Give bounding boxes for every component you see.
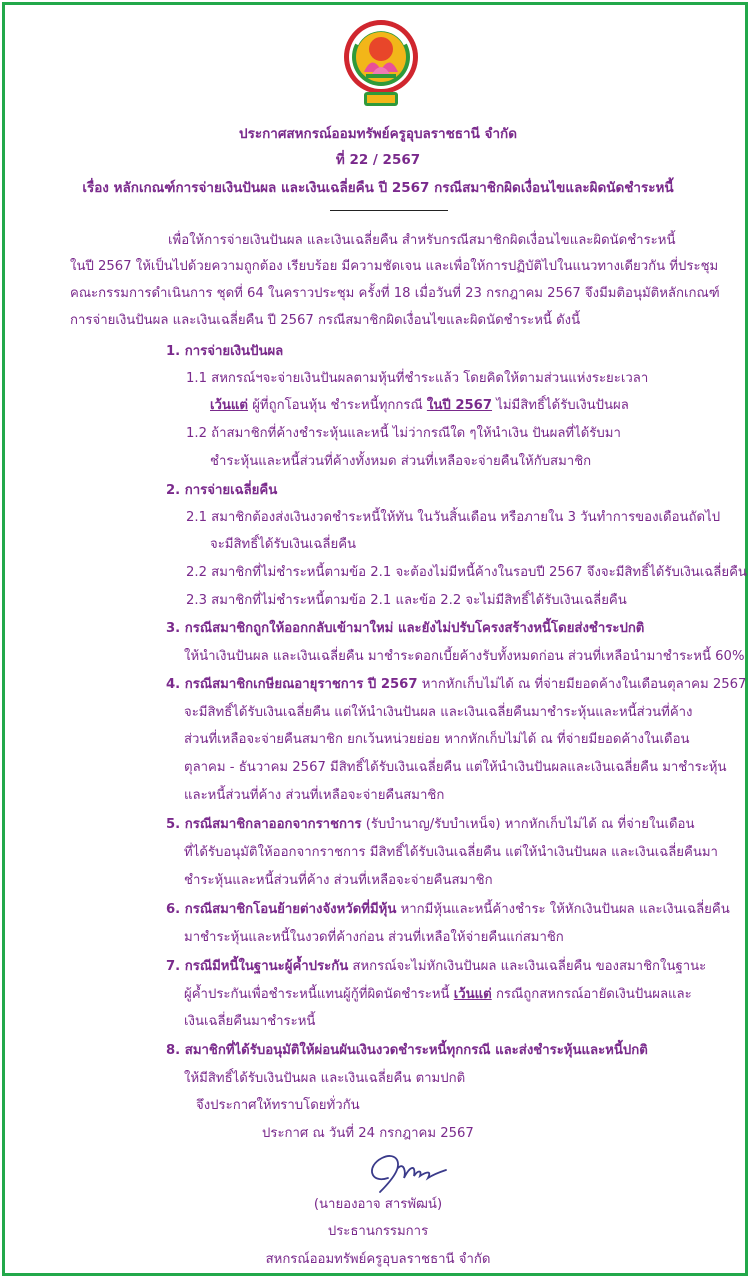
section-2-3-line: 2.3 สมาชิกที่ไม่ชำระหนี้ตามข้อ 2.1 และข้อ 2.2 จะไม่มีสิทธิ์ได้รับเงินเฉลี่ยคืน <box>186 593 627 608</box>
section-5-line: 5. กรณีสมาชิกลาออกจากราชการ (รับบำนาญ/รับบำเหน็จ) หากหักเก็บไม่ได้ ณ ที่จ่ายในเดือน <box>166 817 695 832</box>
section-7-line: เงินเฉลี่ยคืนมาชำระหนี้ <box>184 1014 316 1029</box>
section-1-2-line: ชำระหุ้นและหนี้ส่วนที่ค้างทั้งหมด ส่วนที่เหลือจะจ่ายคืนให้กับสมาชิก <box>210 454 592 469</box>
signer-organization: สหกรณ์ออมทรัพย์ครูอุบลราชธานี จำกัด <box>265 1252 491 1267</box>
section-1-1-line: 1.1 สหกรณ์ฯจะจ่ายเงินปันผลตามหุ้นที่ชำระแล้ว โดยคิดให้ตามส่วนแห่งระยะเวลา <box>186 371 649 386</box>
except-emphasis: เว้นแต่ <box>210 398 248 413</box>
section-4-line: จะมีสิทธิ์ได้รับเงินเฉลี่ยคืน แต่ให้นำเงินปันผล และเงินเฉลี่ยคืนมาชำระหุ้นและหนี้ส่วนที่ค้าง <box>184 705 693 720</box>
signature <box>360 1148 470 1194</box>
section-1-1-line: เว้นแต่ ผู้ที่ถูกโอนหุ้น ชำระหนี้ทุกกรณี ในปี 2567 ไม่มีสิทธิ์ได้รับเงินปันผล <box>210 398 629 413</box>
intro-line: การจ่ายเงินปันผล และเงินเฉลี่ยคืน ปี 2567 กรณีสมาชิกผิดเงื่อนไขและผิดนัดชำระหนี้ ดังนี้ <box>70 313 581 328</box>
section-4-line: และหนี้ส่วนที่ค้าง ส่วนที่เหลือจะจ่ายคืนสมาชิก <box>184 788 445 803</box>
section-5-title: 5. กรณีสมาชิกลาออกจากราชการ <box>166 817 362 832</box>
intro-line: เพื่อให้การจ่ายเงินปันผล และเงินเฉลี่ยคืน สำหรับกรณีสมาชิกผิดเงื่อนไขและผิดนัดชำระหนี้ <box>168 233 676 248</box>
announcement-date: ประกาศ ณ วันที่ 24 กรกฎาคม 2567 <box>262 1126 474 1141</box>
section-1-2-line: 1.2 ถ้าสมาชิกที่ค้างชำระหุ้นและหนี้ ไม่ว่ากรณีใด ๆให้นำเงิน ปันผลที่ได้รับมา <box>186 426 621 441</box>
section-6-title: 6. กรณีสมาชิกโอนย้ายต่างจังหวัดที่มีหุ้น <box>166 902 397 917</box>
section-6-line: มาชำระหุ้นและหนี้ในงวดที่ค้างก่อน ส่วนที่เหลือให้จ่ายคืนแก่สมาชิก <box>184 930 564 945</box>
section-2-title: 2. การจ่ายเฉลี่ยคืน <box>166 483 278 498</box>
announcement-subject: เรื่อง หลักเกณฑ์การจ่ายเงินปันผล และเงินเฉลี่ยคืน ปี 2567 กรณีสมาชิกผิดเงื่อนไขและผิดนัดชำระหนี้ <box>82 180 674 196</box>
except-emphasis: เว้นแต่ <box>453 987 492 1002</box>
announcement-title: ประกาศสหกรณ์ออมทรัพย์ครูอุบลราชธานี จำกัด <box>239 126 517 142</box>
section-7-line: 7. กรณีมีหนี้ในฐานะผู้ค้ำประกัน สหกรณ์จะไม่หักเงินปันผล และเงินเฉลี่ยคืน ของสมาชิกในฐานะ <box>166 959 707 974</box>
title-divider <box>330 210 448 211</box>
section-2-2-line: 2.2 สมาชิกที่ไม่ชำระหนี้ตามข้อ 2.1 จะต้องไม่มีหนี้ค้างในรอบปี 2567 จึงจะมีสิทธิ์ได้รับเงินเฉลี่ยคืน <box>186 565 747 580</box>
year-emphasis: ในปี 2567 <box>426 398 493 413</box>
section-5-line: ที่ได้รับอนุมัติให้ออกจากราชการ มีสิทธิ์ได้รับเงินเฉลี่ยคืน แต่ให้นำเงินปันผล และเงินเฉลี่ยคืนมา <box>184 845 718 860</box>
section-4-title: 4. กรณีสมาชิกเกษียณอายุราชการ ปี 2567 <box>166 677 418 692</box>
section-3-line: ให้นำเงินปันผล และเงินเฉลี่ยคืน มาชำระดอกเบี้ยค้างรับทั้งหมดก่อน ส่วนที่เหลือนำมาชำระหนี้ 60% <box>184 649 745 664</box>
closing-statement: จึงประกาศให้ทราบโดยทั่วกัน <box>196 1098 360 1113</box>
section-7-line: ผู้ค้ำประกันเพื่อชำระหนี้แทนผู้กู้ที่ผิดนัดชำระหนี้ เว้นแต่ กรณีถูกสหกรณ์อายัดเงินปันผลและ <box>184 987 692 1002</box>
announcement-number: ที่ 22 / 2567 <box>335 152 421 168</box>
section-7-title: 7. กรณีมีหนี้ในฐานะผู้ค้ำประกัน <box>166 959 349 974</box>
section-4-line: ตุลาคม - ธันวาคม 2567 มีสิทธิ์ได้รับเงินเฉลี่ยคืน แต่ให้นำเงินปันผลและเงินเฉลี่ยคืน มาชำระหุ้น <box>184 760 727 775</box>
cooperative-logo <box>342 14 420 112</box>
section-2-1-line: 2.1 สมาชิกต้องส่งเงินงวดชำระหนี้ให้ทัน ในวันสิ้นเดือน หรือภายใน 3 วันทำการของเดือนถัดไป <box>186 510 721 525</box>
intro-line: คณะกรรมการดำเนินการ ชุดที่ 64 ในคราวประชุม ครั้งที่ 18 เมื่อวันที่ 23 กรกฎาคม 2567 จึงมีมติอนุมัติหลักเกณฑ์ <box>70 286 720 301</box>
signer-position: ประธานกรรมการ <box>327 1224 429 1239</box>
section-3-title: 3. กรณีสมาชิกถูกให้ออกกลับเข้ามาใหม่ และยังไม่ปรับโครงสร้างหนี้โดยส่งชำระปกติ <box>166 621 645 636</box>
section-5-line: ชำระหุ้นและหนี้ส่วนที่ค้าง ส่วนที่เหลือจะจ่ายคืนสมาชิก <box>184 873 493 888</box>
section-4-line: 4. กรณีสมาชิกเกษียณอายุราชการ ปี 2567 หากหักเก็บไม่ได้ ณ ที่จ่ายมียอดค้างในเดือนตุลาคม 2567 <box>166 677 747 692</box>
section-2-1-line: จะมีสิทธิ์ได้รับเงินเฉลี่ยคืน <box>210 537 357 552</box>
section-8-title: 8. สมาชิกที่ได้รับอนุมัติให้ผ่อนผันเงินงวดชำระหนี้ทุกกรณี และส่งชำระหุ้นและหนี้ปกติ <box>166 1043 648 1058</box>
section-6-line: 6. กรณีสมาชิกโอนย้ายต่างจังหวัดที่มีหุ้น หากมีหุ้นและหนี้ค้างชำระ ให้หักเงินปันผล และเงินเฉลี่ยคืน <box>166 902 730 917</box>
section-1-title: 1. การจ่ายเงินปันผล <box>166 344 284 359</box>
section-4-line: ส่วนที่เหลือจะจ่ายคืนสมาชิก ยกเว้นหน่วยย่อย หากหักเก็บไม่ได้ ณ ที่จ่ายมียอดค้างในเดือน <box>184 732 690 747</box>
section-8-line: ให้มีสิทธิ์ได้รับเงินปันผล และเงินเฉลี่ยคืน ตามปกติ <box>184 1071 466 1086</box>
signer-name: (นายองอาจ สารพัฒน์) <box>313 1197 443 1212</box>
intro-line: ในปี 2567 ให้เป็นไปด้วยความถูกต้อง เรียบร้อย มีความชัดเจน และเพื่อให้การปฏิบัติไปในแนวทางเดียวกัน ที่ประชุม <box>70 259 719 274</box>
